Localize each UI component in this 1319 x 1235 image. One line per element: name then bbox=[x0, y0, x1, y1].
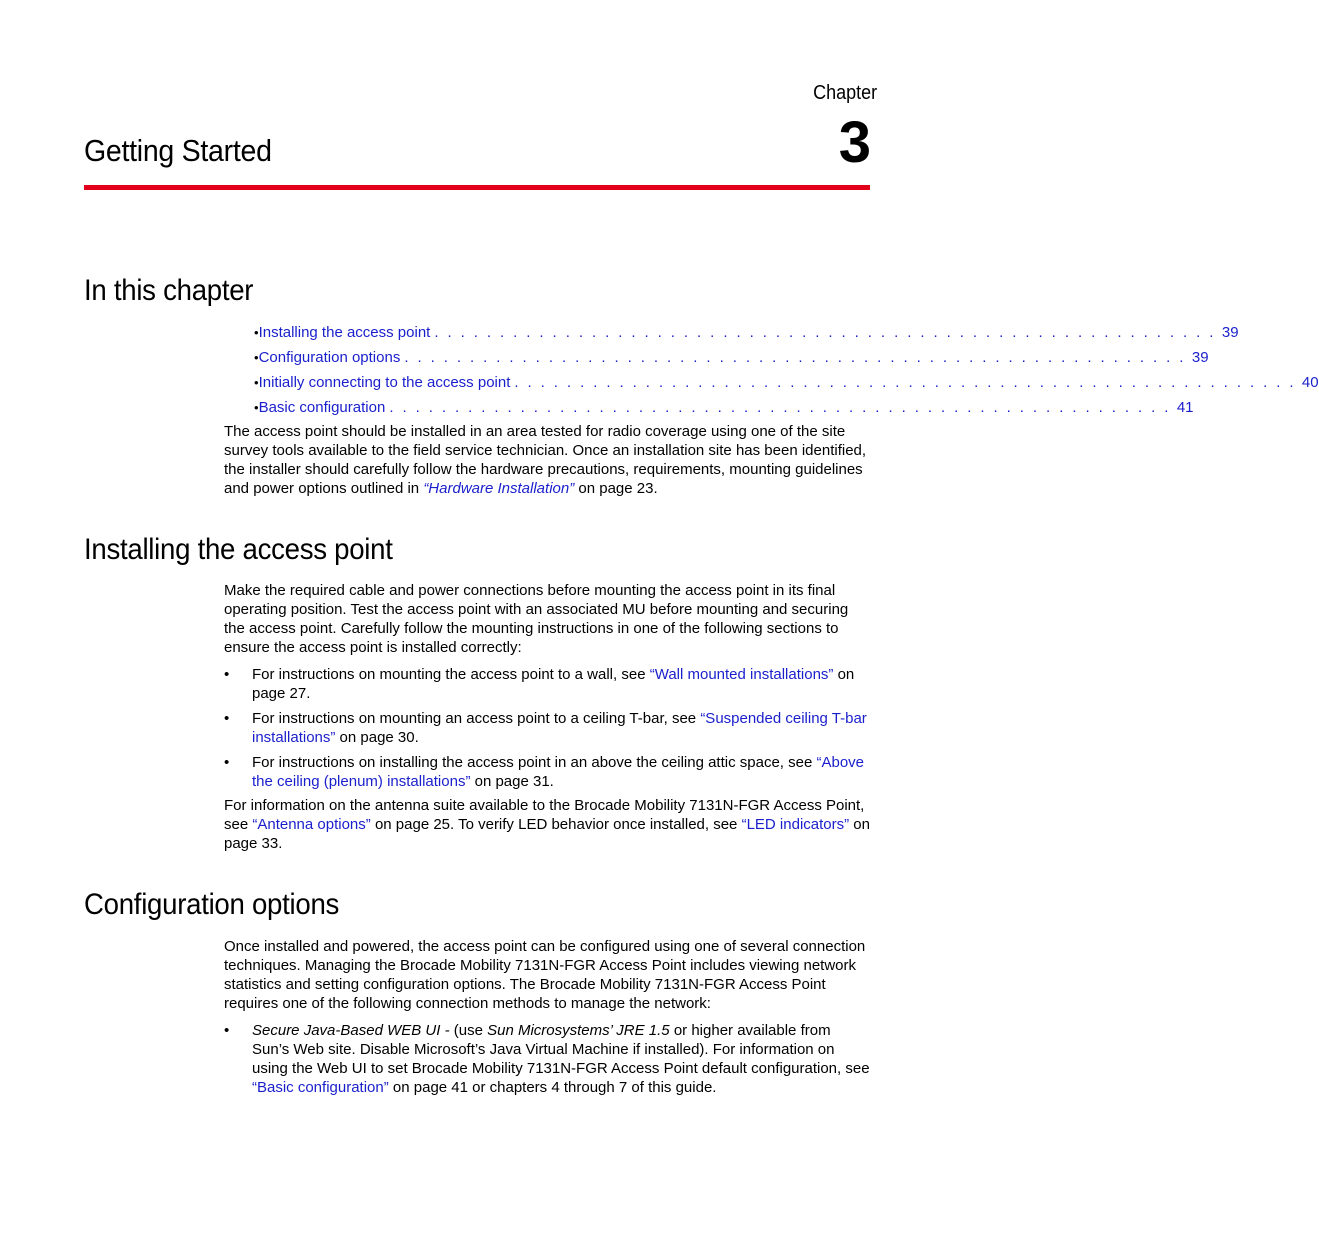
bullet-text: (use bbox=[449, 1022, 488, 1039]
bullet-text-mid: or higher available from Sun’s Web site. Disable Microsoft’s Java Virtual Machine if installed). For information on using the Web UI to set Brocade Mobility 7131N-FGR Access Point default configuration, see bbox=[252, 1022, 870, 1077]
toc-link[interactable]: Initially connecting to the access point bbox=[258, 374, 511, 391]
wall-mounted-link[interactable]: “Wall mounted installations” bbox=[649, 666, 834, 683]
chapter-title-rule bbox=[84, 185, 870, 190]
chapter-toc bbox=[254, 320, 1319, 420]
bullet-text-end: on page 30. bbox=[335, 728, 419, 746]
toc-item[interactable] bbox=[254, 395, 1194, 420]
toc-link[interactable]: Installing the access point bbox=[258, 324, 431, 341]
bullet-glyph: • bbox=[224, 753, 230, 771]
toc-link[interactable]: Basic configuration bbox=[258, 399, 386, 416]
in-this-chapter-heading: In this chapter bbox=[84, 274, 254, 307]
bullet-glyph: • bbox=[224, 709, 230, 727]
closing-text-mid: on page 25. To verify LED behavior once installed, see bbox=[370, 815, 742, 833]
jre-term: Sun Microsystems’ JRE 1.5 bbox=[487, 1022, 670, 1039]
chapter-intro-paragraph bbox=[224, 423, 870, 499]
toc-bullet: • bbox=[254, 325, 259, 340]
toc-link[interactable]: Configuration options bbox=[258, 349, 401, 366]
intro-text-end: on page 23. bbox=[574, 479, 658, 497]
installing-heading: Installing the access point bbox=[84, 533, 393, 566]
configuration-heading: Configuration options bbox=[84, 888, 340, 921]
led-indicators-link[interactable]: “LED indicators” bbox=[741, 815, 850, 833]
bullet-glyph: • bbox=[224, 1022, 230, 1039]
bullet-text-end: on page 31. bbox=[470, 772, 554, 790]
bullet-text: For instructions on mounting an access point to a ceiling T-bar, see bbox=[252, 709, 701, 727]
hardware-installation-link[interactable]: “Hardware Installation” bbox=[423, 479, 575, 497]
bullet-glyph: • bbox=[224, 666, 230, 683]
configuration-bullet-list bbox=[224, 1022, 870, 1104]
suspended-ceiling-link[interactable]: “Suspended ceiling T-bar installations” bbox=[252, 709, 867, 746]
bullet-text: For instructions on installing the access point in an above the ceiling attic space, see bbox=[252, 753, 817, 771]
toc-item[interactable] bbox=[254, 370, 1319, 395]
toc-item[interactable] bbox=[254, 320, 1239, 345]
toc-page[interactable]: 39 bbox=[1191, 349, 1209, 366]
closing-text-end: on page 33. bbox=[224, 815, 870, 852]
bullet-text: For instructions on mounting the access point to a wall, see bbox=[252, 666, 650, 683]
list-item bbox=[224, 754, 870, 792]
toc-page[interactable]: 40 bbox=[1301, 374, 1319, 391]
chapter-label: Chapter bbox=[812, 82, 877, 104]
configuration-intro-paragraph: Once installed and powered, the access point can be configured using one of several connection techniques. Managing the Brocade Mobility 7131N-FGR Access Point includes viewing network statistics and setting configuration options. The Brocade Mobility 7131N-FGR Access Point requires one of the following connection methods to manage the network: bbox=[224, 938, 866, 1012]
list-item bbox=[224, 1022, 870, 1098]
bullet-text-end: on page 41 or chapters 4 through 7 of this guide. bbox=[388, 1078, 717, 1096]
installing-closing-paragraph bbox=[224, 797, 870, 854]
toc-leader: . . . . . . . . . . . . . . . . . . . . . . . . . . . . . . . . . . . . . . . . . . . . . . . . . . . . . . . . . . . . bbox=[434, 324, 1216, 341]
toc-bullet: • bbox=[254, 375, 259, 390]
installing-bullet-list bbox=[224, 666, 870, 797]
closing-text: For information on the antenna suite available to the Brocade Mobility 7131N-FGR Access Point, see bbox=[224, 797, 865, 833]
toc-leader: . . . . . . . . . . . . . . . . . . . . . . . . . . . . . . . . . . . . . . . . . . . . . . . . . . . . . . . . . . . . bbox=[404, 349, 1186, 366]
toc-page[interactable]: 39 bbox=[1221, 324, 1239, 341]
toc-item[interactable] bbox=[254, 345, 1209, 370]
toc-bullet: • bbox=[254, 400, 259, 415]
plenum-installations-link[interactable]: “Above the ceiling (plenum) installations” bbox=[252, 753, 865, 790]
antenna-options-link[interactable]: “Antenna options” bbox=[252, 815, 371, 833]
toc-leader: . . . . . . . . . . . . . . . . . . . . . . . . . . . . . . . . . . . . . . . . . . . . . . . . . . . . . . . . . . . . bbox=[514, 374, 1296, 391]
basic-configuration-link[interactable]: “Basic configuration” bbox=[252, 1078, 389, 1096]
chapter-title: Getting Started bbox=[84, 133, 272, 168]
toc-page[interactable]: 41 bbox=[1176, 399, 1194, 416]
toc-bullet: • bbox=[254, 350, 259, 365]
installing-intro-paragraph: Make the required cable and power connections before mounting the access point in its final operating position. Test the access point with an associated MU before mounting and securing the access point. Carefully follow the mounting instructions in one of the following sections to ensure the access point is installed correctly: bbox=[224, 582, 849, 656]
intro-text: The access point should be installed in an area tested for radio coverage using one of the site survey tools available to the field service technician. Once an installation site has been identified, the installer should carefully follow the hardware precautions, requirements, mounting guidelines and power options outlined in bbox=[224, 423, 867, 497]
chapter-number: 3 bbox=[838, 110, 871, 175]
web-ui-term: Secure Java-Based WEB UI - bbox=[252, 1022, 450, 1039]
toc-leader: . . . . . . . . . . . . . . . . . . . . . . . . . . . . . . . . . . . . . . . . . . . . . . . . . . . . . . . . . . . . bbox=[389, 399, 1171, 416]
list-item bbox=[224, 666, 870, 704]
list-item bbox=[224, 710, 870, 748]
bullet-text-end: on page 27. bbox=[252, 666, 855, 702]
